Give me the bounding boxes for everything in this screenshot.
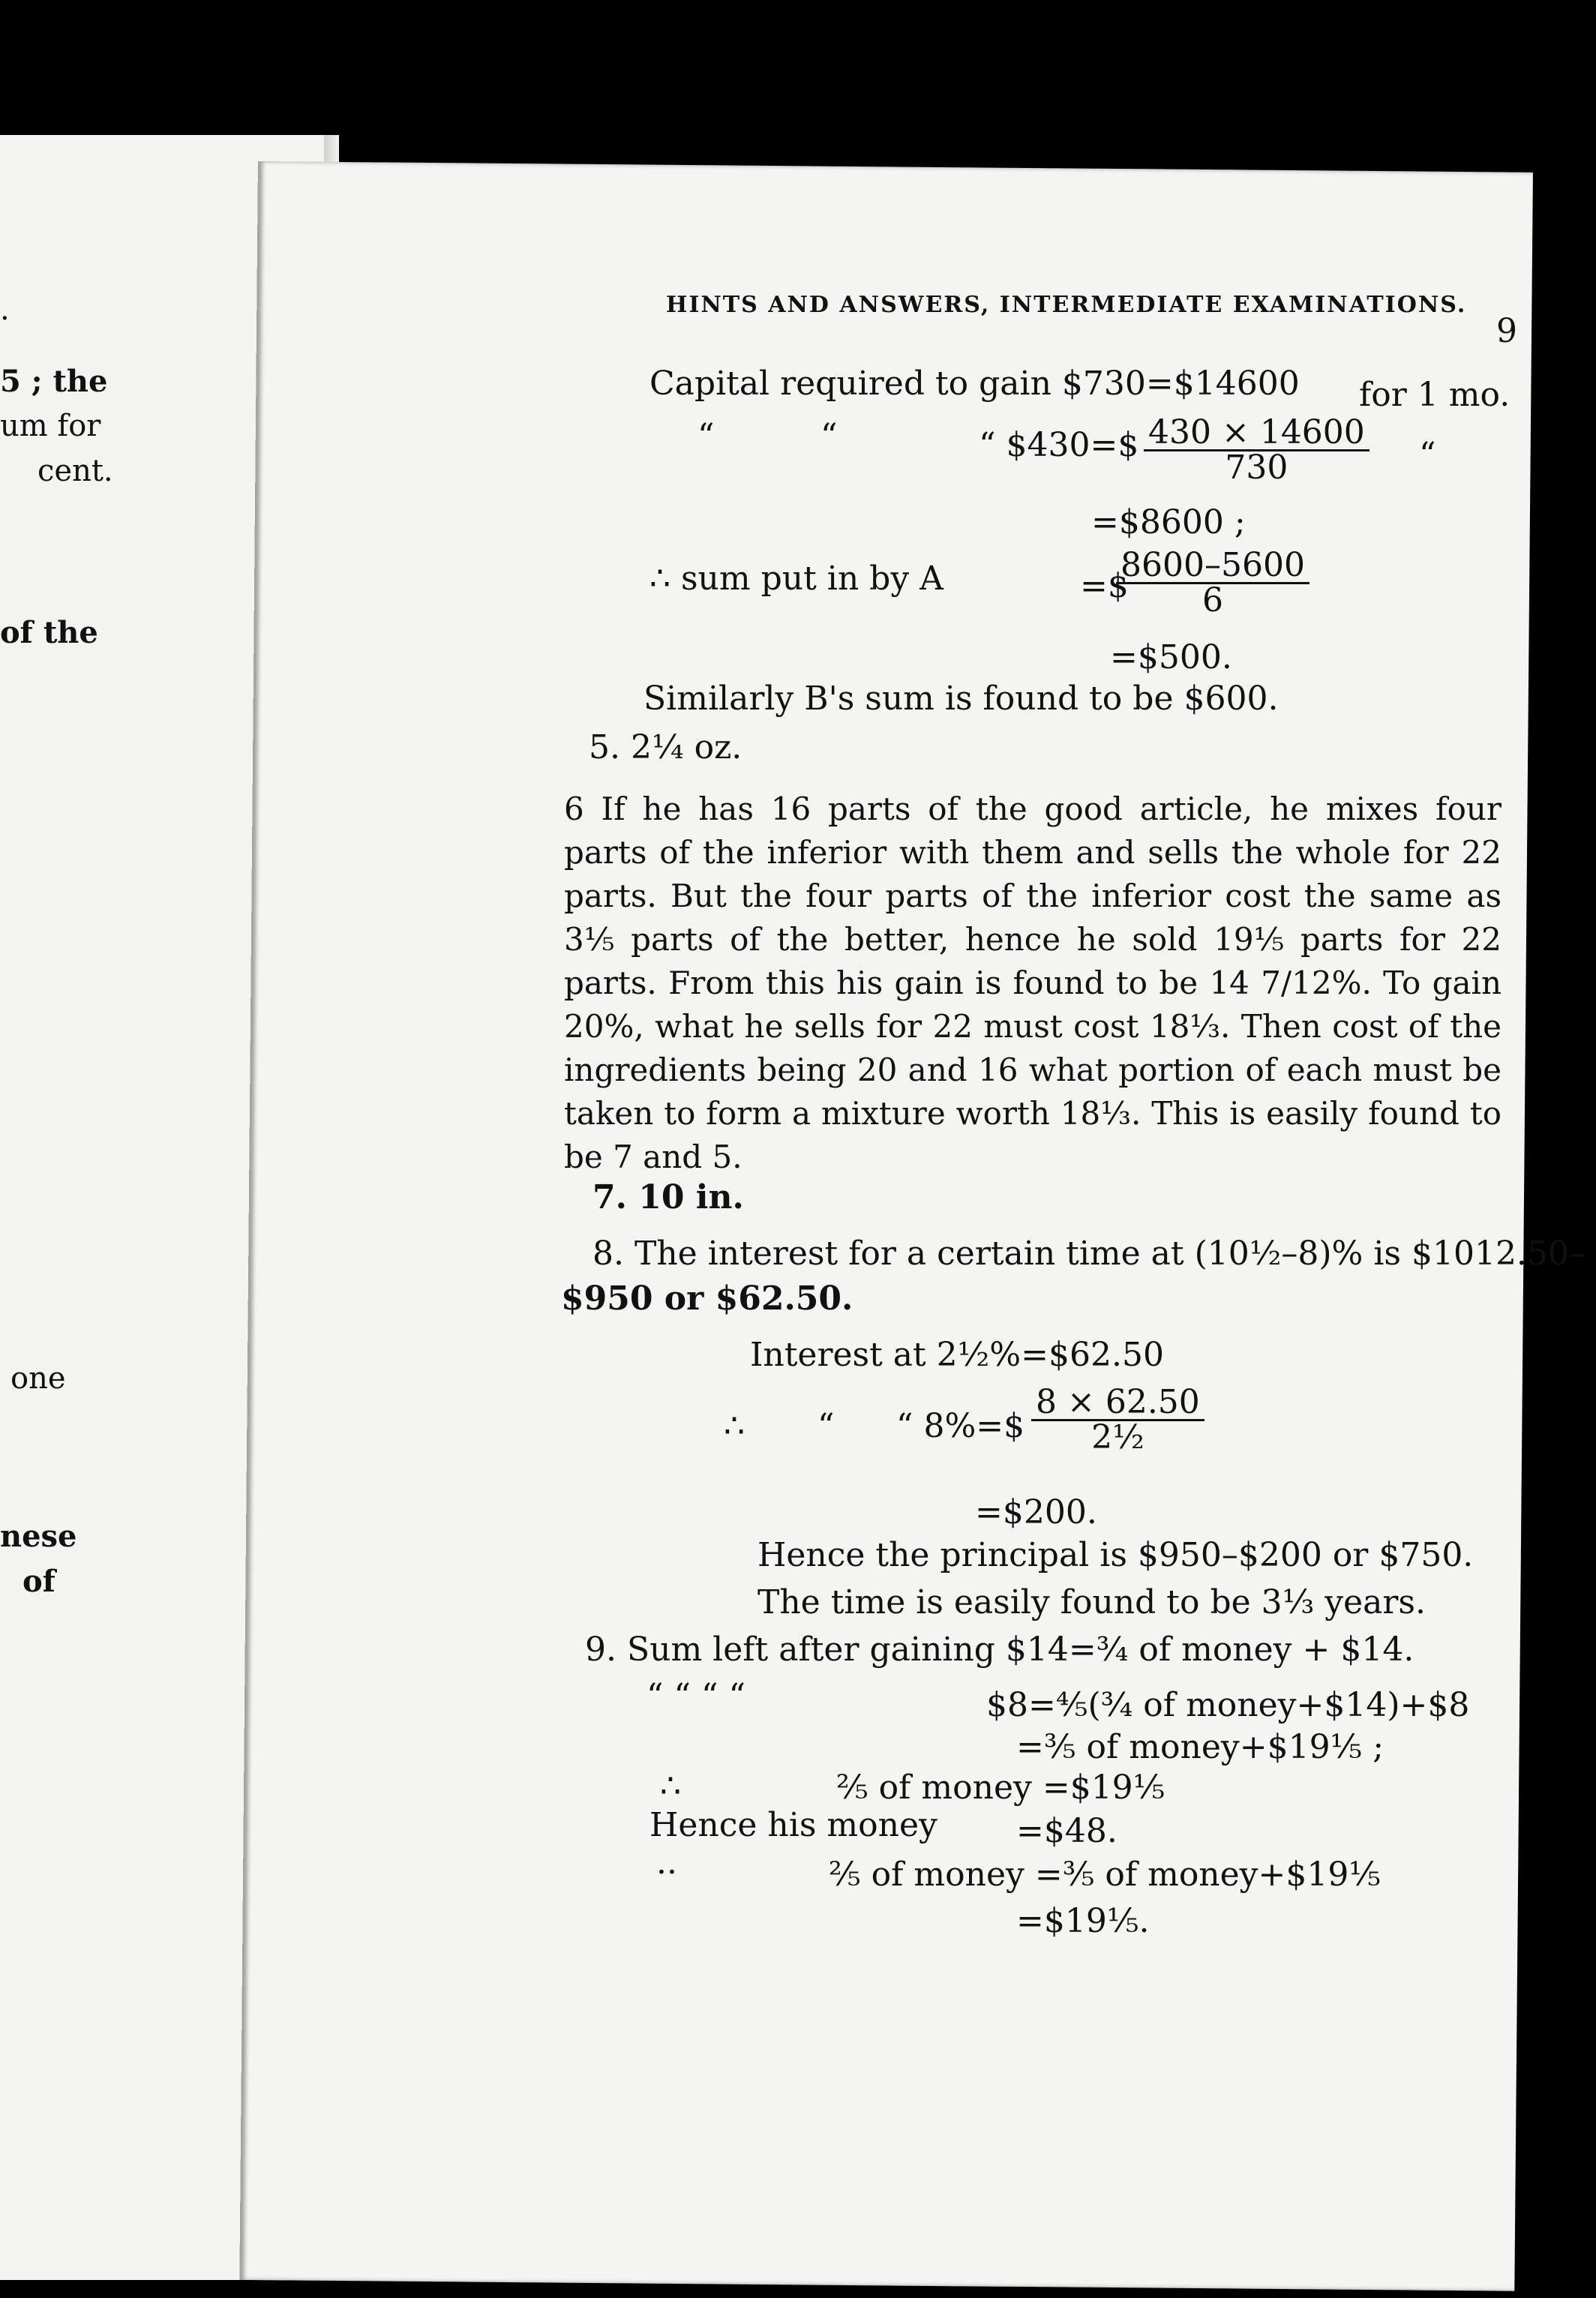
fraction-numerator: 8600–5600 (1116, 549, 1310, 584)
left-page-fragment: of the (0, 615, 98, 650)
therefore-symbol: ∴ (724, 1407, 745, 1445)
sum-by-a-label: ∴ sum put in by A (650, 560, 944, 598)
left-page-fragment: one (10, 1361, 66, 1396)
result-line: =$19⅕. (1016, 1902, 1150, 1940)
ditto-mark: ·· (656, 1853, 677, 1892)
hence-label: Hence his money (650, 1806, 938, 1844)
equals-sign: =$ (1080, 567, 1129, 605)
answer-8-line2: $950 or $62.50. (561, 1280, 854, 1318)
fraction-denominator: 730 (1225, 448, 1288, 487)
left-page-fragment: . (0, 292, 10, 327)
answer-6-paragraph: 6 If he has 16 parts of the good article, he mixes four parts of the inferior with them and sells the whole for 22 parts. But the four parts of the inferior cost the same as 3⅕ parts of the better, hence he sold 19⅕ parts for 22 parts. From this his gain is found to be 14 7/12%. To gain 20%, what he sells for 22 must cost 18⅓. Then cost of the ingredients being 20 and 16 what portion of each must be taken to form a mixture worth 18⅓. This is easily found to be 7 and 5. (564, 790, 1502, 1175)
fraction (1031, 1383, 1204, 1456)
answer-5: 5. 2¼ oz. (589, 728, 742, 766)
fraction-numerator: 430 × 14600 (1144, 416, 1370, 452)
ditto-equation: “ $430=$ (979, 426, 1139, 464)
answer-8-line1: 8. The interest for a certain time at (10½–8)% is $1012.50– (592, 1234, 1586, 1273)
result-line: =$48. (1016, 1812, 1118, 1850)
answer-7: 7. 10 in. (592, 1178, 744, 1216)
result-line: =$8600 ; (1091, 503, 1246, 542)
ditto-mark: “ (1419, 436, 1436, 474)
therefore-symbol: ∴ (660, 1767, 681, 1805)
ditto-marks: “ “ “ “ (646, 1677, 746, 1715)
time-line: The time is easily found to be 3⅓ years. (758, 1583, 1426, 1622)
fraction (1116, 546, 1310, 620)
running-title: HINTS AND ANSWERS, INTERMEDIATE EXAMINATIONS. (666, 292, 1467, 318)
answer-9-line1: 9. Sum left after gaining $14=¾ of money + $14. (585, 1630, 1414, 1669)
similarly-line: Similarly B's sum is found to be $600. (644, 680, 1279, 718)
equation-line: ⅖ of money =⅗ of money+$19⅕ (829, 1856, 1382, 1894)
equation-line: =⅗ of money+$19⅕ ; (1016, 1728, 1384, 1766)
result-line: =$200. (975, 1493, 1097, 1532)
capital-line: Capital required to gain $730=$14600 (650, 364, 1300, 403)
fraction-denominator: 6 (1202, 581, 1223, 620)
equation-line: ⅖ of money =$19⅕ (836, 1768, 1166, 1807)
interest-line: Interest at 2½%=$62.50 (750, 1336, 1164, 1374)
left-page-fragment: cent. (38, 454, 113, 488)
per-month-label: for 1 mo. (1359, 376, 1510, 414)
left-page-fragment: nese (0, 1519, 77, 1554)
left-page-fragment: 5 ; the (0, 364, 108, 399)
left-page-fragment: of (22, 1564, 56, 1599)
ditto-mark: “ (698, 417, 715, 455)
ditto-equation: “ 8%=$ (896, 1407, 1025, 1445)
ditto-mark: “ (818, 1407, 835, 1445)
ditto-mark: “ (820, 417, 838, 455)
equation-line: $8=⅘(¾ of money+$14)+$8 (986, 1686, 1470, 1724)
fraction-numerator: 8 × 62.50 (1031, 1386, 1204, 1421)
principal-line: Hence the principal is $950–$200 or $750. (758, 1536, 1474, 1574)
fraction (1144, 413, 1370, 487)
result-line: =$500. (1110, 638, 1232, 676)
fraction-denominator: 2½ (1091, 1418, 1144, 1456)
page-number: 9 (1496, 312, 1517, 350)
left-page-fragment: um for (0, 409, 101, 443)
